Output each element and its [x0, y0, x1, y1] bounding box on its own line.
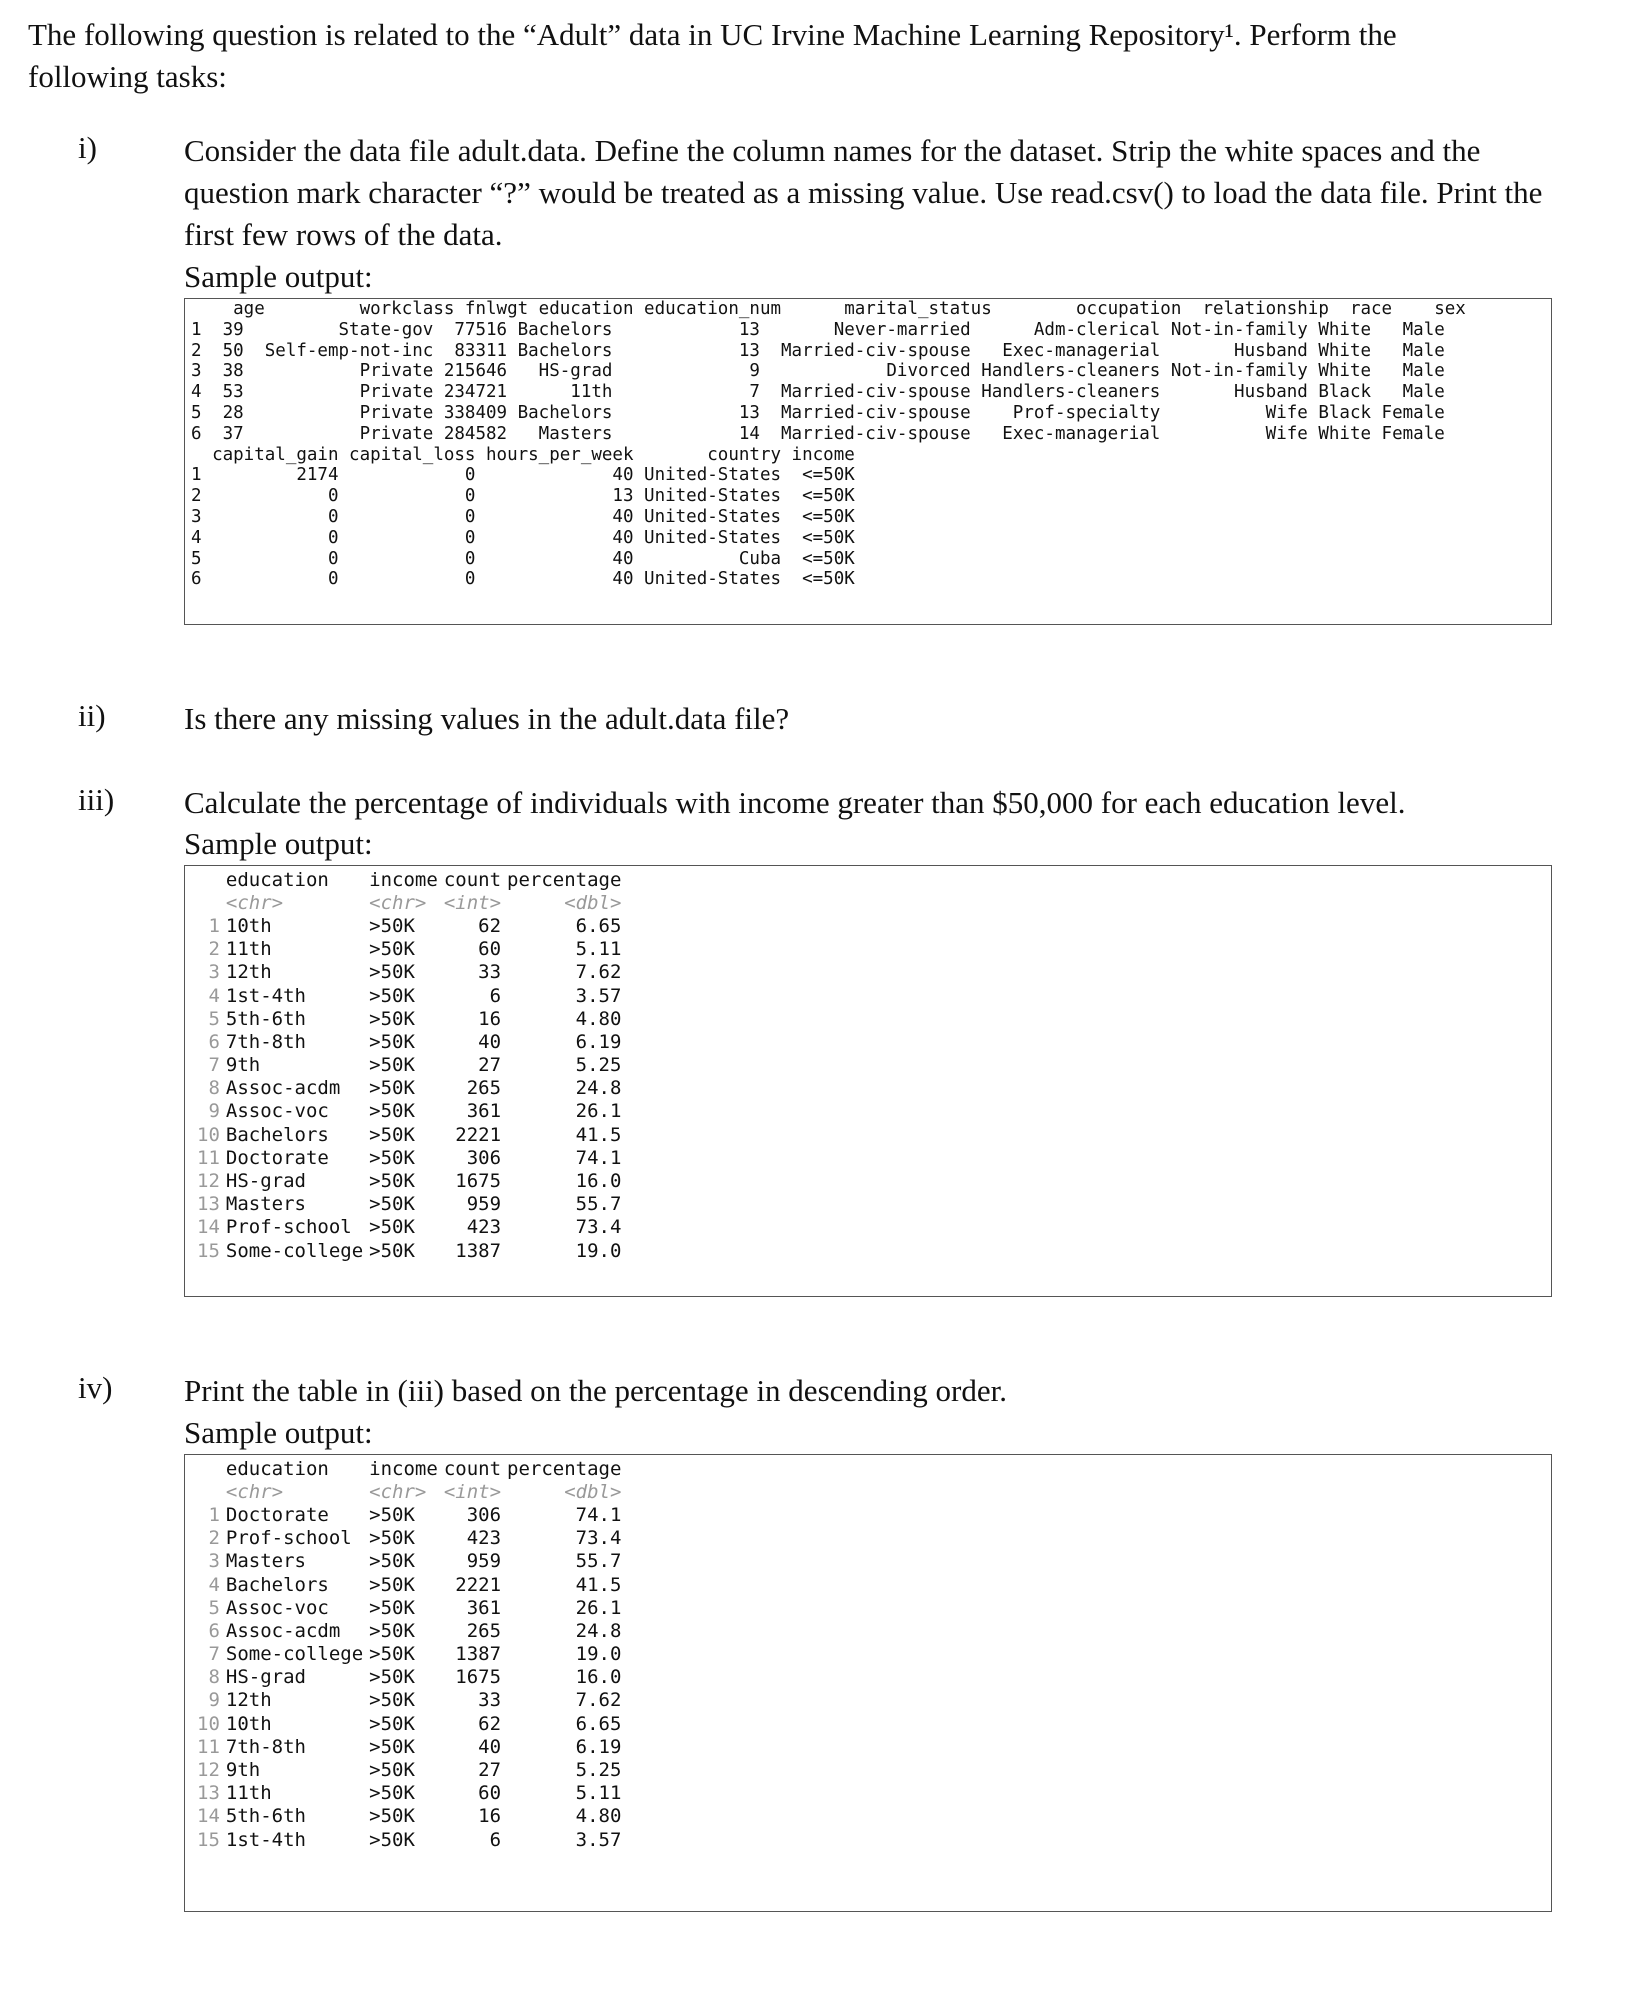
table-row — [197, 1735, 627, 1758]
table-cell: >50K — [369, 1054, 415, 1077]
table-row — [197, 1030, 627, 1053]
row-number: 8 — [208, 1666, 220, 1689]
column-header-count: count — [443, 868, 502, 891]
row-number: 12 — [197, 1170, 220, 1193]
column-type: <chr> — [369, 1480, 427, 1503]
table-cell: >50K — [369, 1828, 415, 1851]
table-cell: 1387 — [455, 1239, 502, 1262]
question-4-sample-label: Sample output: — [184, 1415, 373, 1450]
table-row — [197, 1689, 627, 1712]
table-cell: Some-college — [225, 1643, 364, 1666]
table-cell: 26.1 — [575, 1596, 622, 1619]
table-row — [197, 1054, 627, 1077]
table-cell: 2221 — [455, 1573, 502, 1596]
table-header-row — [197, 1457, 627, 1480]
table-cell: 16.0 — [575, 1666, 622, 1689]
table-cell: 33 — [478, 1689, 502, 1712]
table-cell: 423 — [466, 1527, 502, 1550]
row-number: 3 — [208, 961, 220, 984]
table-cell: >50K — [369, 1782, 415, 1805]
table-row — [197, 914, 627, 937]
table-cell: 6 — [489, 1828, 502, 1851]
table-cell: 74.1 — [575, 1146, 622, 1169]
row-number: 3 — [208, 1550, 220, 1573]
row-number: 5 — [208, 1007, 220, 1030]
row-number: 11 — [197, 1735, 220, 1758]
table-row — [197, 1239, 627, 1262]
table-cell: >50K — [369, 1007, 415, 1030]
table-cell: 265 — [466, 1619, 502, 1642]
table-row — [197, 1193, 627, 1216]
table-cell: >50K — [369, 1030, 415, 1053]
table-row — [197, 1758, 627, 1781]
row-number: 10 — [197, 1123, 220, 1146]
table-row — [197, 1619, 627, 1642]
table-cell: >50K — [369, 1216, 415, 1239]
row-number: 14 — [197, 1805, 220, 1828]
table-cell: 19.0 — [575, 1643, 622, 1666]
table-cell: Some-college — [225, 1239, 364, 1262]
row-number: 11 — [197, 1146, 220, 1169]
table-cell: >50K — [369, 1550, 415, 1573]
table-cell: 60 — [478, 1782, 502, 1805]
table-row — [197, 1503, 627, 1526]
row-number: 15 — [197, 1239, 220, 1262]
table-cell: >50K — [369, 914, 415, 937]
table-cell: >50K — [369, 1193, 415, 1216]
row-number-type — [197, 891, 226, 914]
intro-line-1: The following question is related to the “Adult” data in UC Irvine Machine Learning Repository¹. Perform the — [28, 17, 1397, 52]
table-cell: 6.65 — [575, 1712, 622, 1735]
row-number: 6 — [208, 1030, 220, 1053]
table-type-row — [197, 1480, 627, 1503]
row-number: 2 — [208, 1527, 220, 1550]
table-cell: 9th — [225, 1759, 261, 1782]
row-number: 1 — [208, 914, 220, 937]
row-number: 2 — [208, 938, 220, 961]
table-row — [197, 1077, 627, 1100]
table-cell: >50K — [369, 1689, 415, 1712]
table-cell: 41.5 — [575, 1573, 622, 1596]
table-iv-box — [184, 1454, 1552, 1912]
table-row — [197, 938, 627, 961]
question-1-number: i) — [78, 130, 97, 165]
table-cell: 5.25 — [575, 1054, 622, 1077]
table-cell: 6 — [489, 984, 502, 1007]
table-cell: 1st-4th — [225, 984, 306, 1007]
row-number-header — [197, 1457, 226, 1480]
column-header-count: count — [443, 1457, 502, 1480]
row-number: 9 — [208, 1689, 220, 1712]
table-row — [197, 1573, 627, 1596]
table-cell: 74.1 — [575, 1503, 622, 1526]
row-number: 10 — [197, 1712, 220, 1735]
table-cell: 24.8 — [575, 1619, 622, 1642]
row-number: 4 — [208, 1573, 220, 1596]
table-cell: Assoc-acdm — [225, 1619, 341, 1642]
table-cell: >50K — [369, 1077, 415, 1100]
table-cell: 33 — [478, 961, 502, 984]
table-cell: 6.65 — [575, 914, 622, 937]
table-cell: HS-grad — [225, 1170, 306, 1193]
table-cell: 959 — [466, 1550, 502, 1573]
table-cell: 5.25 — [575, 1759, 622, 1782]
column-header-percentage: percentage — [507, 868, 622, 891]
table-cell: >50K — [369, 1619, 415, 1642]
table-cell: Masters — [225, 1193, 306, 1216]
intro-paragraph — [28, 14, 1588, 98]
table-row — [197, 1007, 627, 1030]
table-cell: >50K — [369, 1759, 415, 1782]
table-row — [197, 1805, 627, 1828]
question-3-text: Calculate the percentage of individuals with income greater than $50,000 for each education level. — [184, 785, 1406, 820]
table-row — [197, 1550, 627, 1573]
row-number: 8 — [208, 1077, 220, 1100]
question-1-sample-label: Sample output: — [184, 259, 373, 294]
table-row — [197, 1782, 627, 1805]
table-cell: 1675 — [455, 1170, 502, 1193]
table-cell: >50K — [369, 984, 415, 1007]
column-header-income: income — [369, 1457, 438, 1480]
table-cell: >50K — [369, 1239, 415, 1262]
table-cell: 16 — [478, 1007, 502, 1030]
column-type: <chr> — [369, 891, 427, 914]
table-cell: 6.19 — [575, 1030, 622, 1053]
table-cell: >50K — [369, 1666, 415, 1689]
table-cell: >50K — [369, 938, 415, 961]
table-row — [197, 1828, 627, 1851]
table-cell: 4.80 — [575, 1805, 622, 1828]
table-cell: >50K — [369, 1100, 415, 1123]
table-cell: >50K — [369, 1573, 415, 1596]
table-cell: 5.11 — [575, 1782, 622, 1805]
table-cell: 10th — [225, 1712, 272, 1735]
row-number: 6 — [208, 1619, 220, 1642]
table-cell: >50K — [369, 1527, 415, 1550]
table-row — [197, 1123, 627, 1146]
table-cell: 5th-6th — [225, 1007, 306, 1030]
table-cell: 73.4 — [575, 1527, 622, 1550]
table-cell: 3.57 — [575, 984, 622, 1007]
question-4-text: Print the table in (iii) based on the percentage in descending order. — [184, 1373, 1007, 1408]
table-cell: Doctorate — [225, 1146, 329, 1169]
table-cell: 16 — [478, 1805, 502, 1828]
table-iv — [197, 1457, 627, 1851]
table-cell: 7.62 — [575, 961, 622, 984]
table-row — [197, 984, 627, 1007]
table-cell: 1387 — [455, 1643, 502, 1666]
table-cell: 306 — [466, 1503, 502, 1526]
table-cell: 5.11 — [575, 938, 622, 961]
column-type: <int> — [443, 891, 502, 914]
table-cell: 361 — [466, 1596, 502, 1619]
table-cell: >50K — [369, 961, 415, 984]
question-3-number: iii) — [78, 782, 115, 817]
table-cell: 7th-8th — [225, 1030, 306, 1053]
table-cell: 4.80 — [575, 1007, 622, 1030]
table-cell: 423 — [466, 1216, 502, 1239]
table-cell: 3.57 — [575, 1828, 622, 1851]
table-header-row — [197, 868, 627, 891]
table-cell: 7th-8th — [225, 1735, 306, 1758]
table-row — [197, 1216, 627, 1239]
question-1-text: Consider the data file adult.data. Define the column names for the dataset. Strip the white spaces and the question mark character “?” would be treated as a missing value. Use read.csv() to load the data file. Print the first few rows of the data. — [184, 133, 1543, 252]
table-cell: >50K — [369, 1805, 415, 1828]
table-cell: 26.1 — [575, 1100, 622, 1123]
table-row — [197, 1666, 627, 1689]
table-cell: 5th-6th — [225, 1805, 306, 1828]
table-cell: 361 — [466, 1100, 502, 1123]
table-cell: 40 — [478, 1030, 502, 1053]
table-cell: >50K — [369, 1123, 415, 1146]
table-cell: Bachelors — [225, 1123, 329, 1146]
table-row — [197, 1146, 627, 1169]
question-4-number: iv) — [78, 1370, 113, 1405]
table-cell: Assoc-acdm — [225, 1077, 341, 1100]
table-cell: 12th — [225, 1689, 272, 1712]
table-cell: HS-grad — [225, 1666, 306, 1689]
table-row — [197, 1596, 627, 1619]
table-cell: 12th — [225, 961, 272, 984]
question-2-number: ii) — [78, 698, 106, 733]
table-cell: 1st-4th — [225, 1828, 306, 1851]
row-number: 7 — [208, 1054, 220, 1077]
row-number: 4 — [208, 984, 220, 1007]
table-iii — [197, 868, 627, 1262]
question-3-sample-label: Sample output: — [184, 826, 373, 861]
table-row — [197, 1643, 627, 1666]
table-cell: 73.4 — [575, 1216, 622, 1239]
table-row — [197, 1100, 627, 1123]
table-cell: 62 — [478, 914, 502, 937]
table-cell: 62 — [478, 1712, 502, 1735]
table-cell: Doctorate — [225, 1503, 329, 1526]
table-cell: 7.62 — [575, 1689, 622, 1712]
table-row — [197, 1712, 627, 1735]
table-cell: 959 — [466, 1193, 502, 1216]
column-header-income: income — [369, 868, 438, 891]
table-cell: 6.19 — [575, 1735, 622, 1758]
table-row — [197, 1169, 627, 1192]
table-iii-box — [184, 865, 1552, 1297]
table-cell: 10th — [225, 914, 272, 937]
table-cell: Bachelors — [225, 1573, 329, 1596]
column-header-education: education — [225, 1457, 329, 1480]
head-output-text: age workclass fnlwgt education education_num marital_status occupation relationship race sex 1 39 State-gov 77516 Bachelors 13 Never-married Adm-clerical Not-in-family White Male 2 50 Self-emp-not-inc 83311 Bachelors 13 Married-civ-spouse Exec-managerial Husband White Male 3 38 Private 215646 HS-grad 9 Divorced Handlers-cleaners Not-in-family White Male 4 53 Private 234721 11th 7 Married-civ-spouse Handlers-cleaners Husband Black Male 5 28 Private 338409 Bachelors 13 Married-civ-spouse Prof-specialty Wife Black Female 6 37 Private 284582 Masters 14 Married-civ-spouse Exec-managerial Wife White Female capital_gain capital_loss hours_per_week country income 1 2174 0 40 United-States <=50K 2 0 0 13 United-States <=50K 3 0 0 40 United-States <=50K 4 0 0 40 United-States <=50K 5 0 0 40 Cuba <=50K 6 0 0 40 United-States <=50K — [191, 299, 1466, 590]
table-cell: >50K — [369, 1643, 415, 1666]
table-cell: 11th — [225, 938, 272, 961]
head-output-box — [184, 298, 1552, 625]
table-cell: >50K — [369, 1503, 415, 1526]
table-row — [197, 961, 627, 984]
table-cell: >50K — [369, 1146, 415, 1169]
row-number: 13 — [197, 1193, 220, 1216]
column-type: <dbl> — [564, 891, 622, 914]
table-row — [197, 1527, 627, 1550]
row-number: 13 — [197, 1782, 220, 1805]
table-cell: 2221 — [455, 1123, 502, 1146]
row-number: 14 — [197, 1216, 220, 1239]
column-type: <dbl> — [564, 1480, 622, 1503]
table-cell: 55.7 — [575, 1550, 622, 1573]
question-2-text: Is there any missing values in the adult.data file? — [184, 701, 790, 736]
row-number: 1 — [208, 1503, 220, 1526]
table-cell: 24.8 — [575, 1077, 622, 1100]
table-type-row — [197, 891, 627, 914]
row-number: 15 — [197, 1828, 220, 1851]
table-cell: 9th — [225, 1054, 261, 1077]
table-cell: 11th — [225, 1782, 272, 1805]
row-number: 9 — [208, 1100, 220, 1123]
table-cell: >50K — [369, 1712, 415, 1735]
table-cell: 27 — [478, 1054, 502, 1077]
table-cell: 27 — [478, 1759, 502, 1782]
column-header-education: education — [225, 868, 329, 891]
table-cell: 1675 — [455, 1666, 502, 1689]
table-cell: 19.0 — [575, 1239, 622, 1262]
table-cell: 41.5 — [575, 1123, 622, 1146]
table-cell: Assoc-voc — [225, 1100, 329, 1123]
column-type: <int> — [443, 1480, 502, 1503]
table-cell: Assoc-voc — [225, 1596, 329, 1619]
table-cell: Masters — [225, 1550, 306, 1573]
row-number: 5 — [208, 1596, 220, 1619]
column-type: <chr> — [225, 891, 284, 914]
intro-line-2: following tasks: — [28, 59, 227, 94]
table-cell: 306 — [466, 1146, 502, 1169]
row-number: 12 — [197, 1759, 220, 1782]
row-number-header — [197, 868, 226, 891]
table-cell: 60 — [478, 938, 502, 961]
column-type: <chr> — [225, 1480, 284, 1503]
table-cell: 16.0 — [575, 1170, 622, 1193]
table-cell: Prof-school — [225, 1216, 352, 1239]
table-cell: 55.7 — [575, 1193, 622, 1216]
table-cell: 265 — [466, 1077, 502, 1100]
row-number: 7 — [208, 1643, 220, 1666]
table-cell: >50K — [369, 1735, 415, 1758]
table-cell: >50K — [369, 1596, 415, 1619]
table-cell: >50K — [369, 1170, 415, 1193]
row-number-type — [197, 1480, 226, 1503]
column-header-percentage: percentage — [507, 1457, 622, 1480]
table-cell: Prof-school — [225, 1527, 352, 1550]
table-cell: 40 — [478, 1735, 502, 1758]
